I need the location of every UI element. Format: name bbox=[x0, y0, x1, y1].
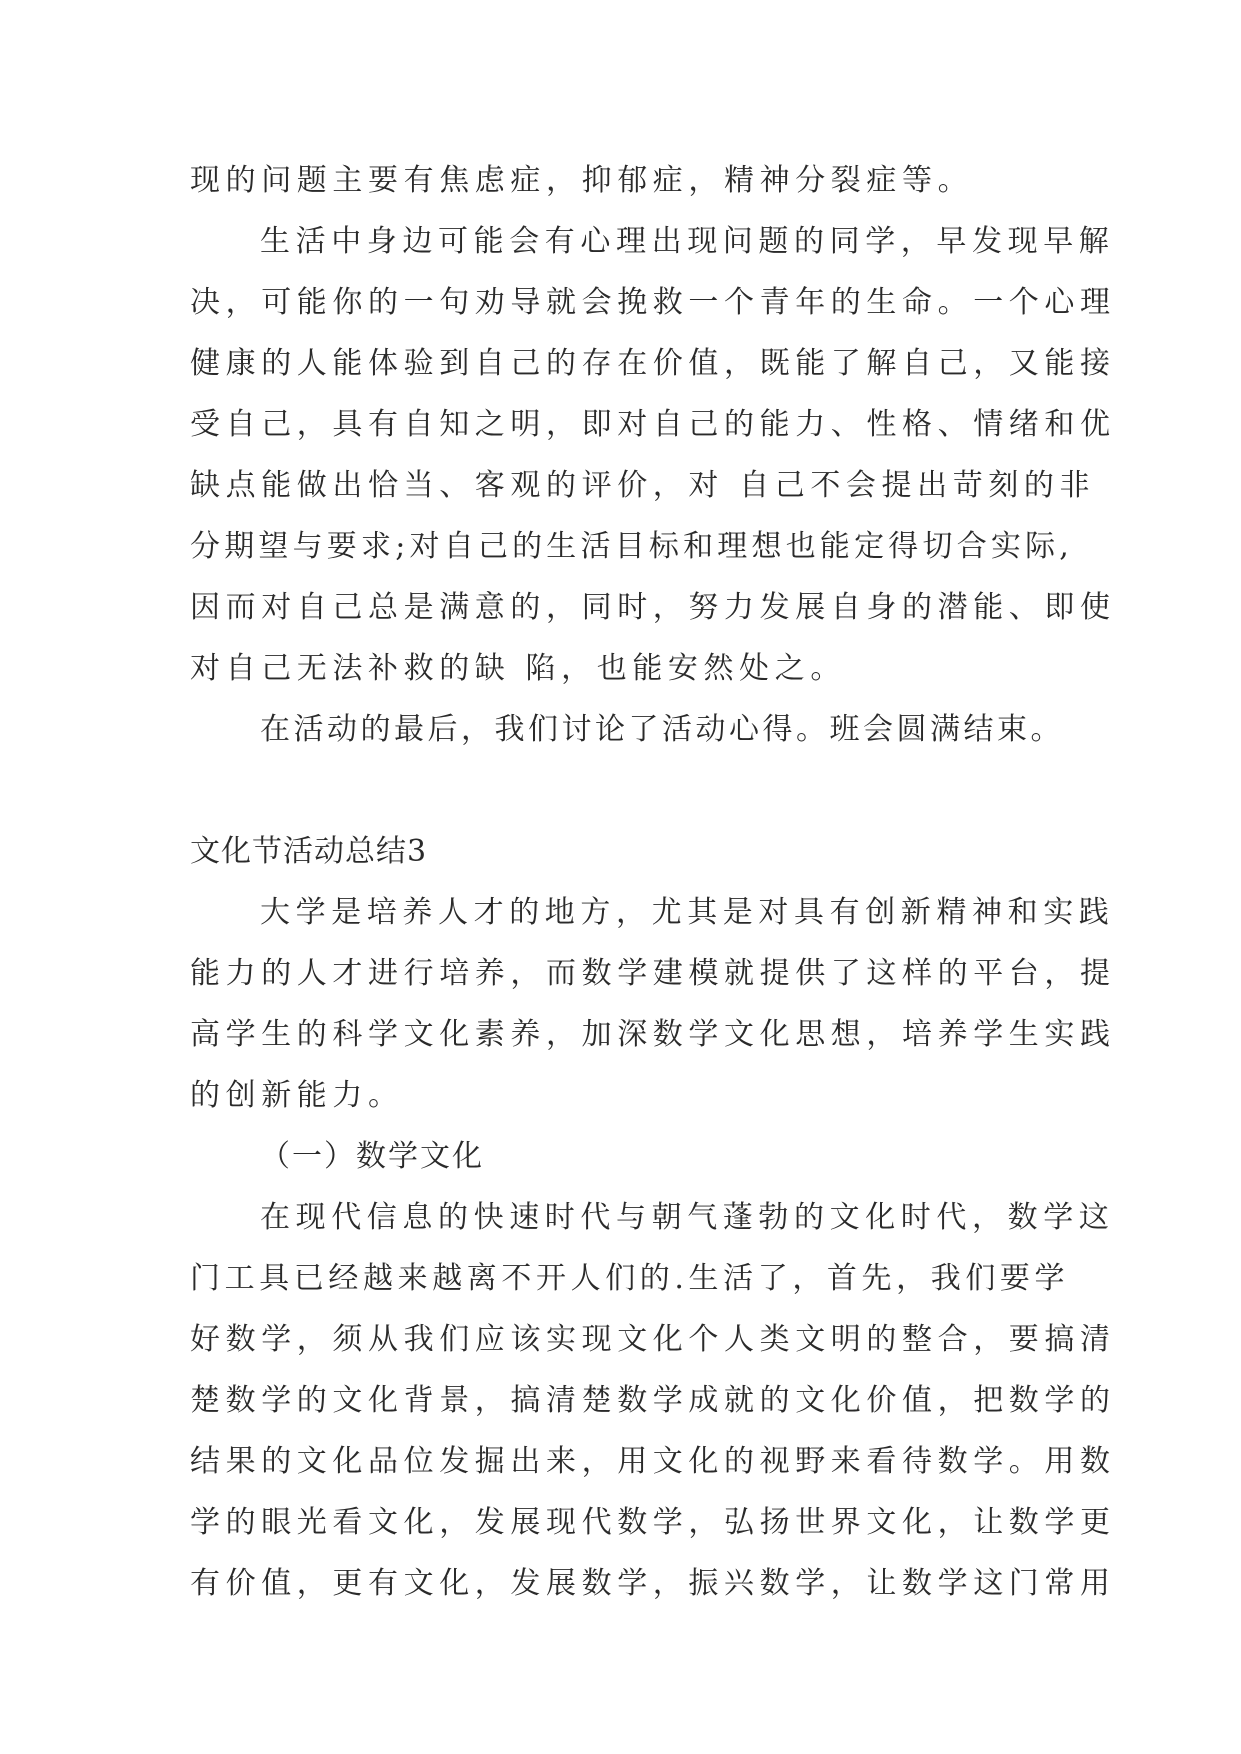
text-line: 决，可能你的一句劝导就会挽救一个青年的生命。一个心理 bbox=[190, 285, 1116, 320]
text-line: 高学生的科学文化素养，加深数学文化思想，培养学生实践 bbox=[190, 1017, 1116, 1052]
paragraph-start-line: 在现代信息的快速时代与朝气蓬勃的文化时代，数学这 bbox=[260, 1200, 1115, 1235]
text-line: 健康的人能体验到自己的存在价值，既能了解自己，又能接 bbox=[190, 346, 1116, 381]
paragraph-start-line: 大学是培养人才的地方，尤其是对具有创新精神和实践 bbox=[260, 895, 1115, 930]
blank-line bbox=[190, 760, 1090, 821]
text-line: 能力的人才进行培养，而数学建模就提供了这样的平台，提 bbox=[190, 956, 1116, 991]
text-line: 好数学，须从我们应该实现文化个人类文明的整合，要搞清 bbox=[190, 1322, 1116, 1357]
text-line: 结果的文化品位发掘出来，用文化的视野来看待数学。用数 bbox=[190, 1444, 1116, 1479]
paragraph-start-line: 在活动的最后，我们讨论了活动心得。班会圆满结束。 bbox=[260, 712, 1064, 747]
text-line: 学的眼光看文化，发展现代数学，弘扬世界文化，让数学更 bbox=[190, 1505, 1116, 1540]
text-line: 门工具已经越来越离不开人们的.生活了，首先，我们要学 bbox=[190, 1261, 1070, 1296]
text-line: 受自己，具有自知之明，即对自己的能力、性格、情绪和优 bbox=[190, 407, 1116, 442]
paragraph-start-line: 生活中身边可能会有心理出现问题的同学，早发现早解 bbox=[260, 224, 1115, 259]
text-line: 因而对自己总是满意的，同时，努力发展自身的潜能、即使 bbox=[190, 590, 1116, 625]
text-line: 楚数学的文化背景，搞清楚数学成就的文化价值，把数学的 bbox=[190, 1383, 1116, 1418]
text-line: 现的问题主要有焦虑症，抑郁症，精神分裂症等。 bbox=[190, 163, 974, 198]
subsection-heading: （一）数学文化 bbox=[260, 1139, 484, 1174]
text-line: 对自己无法补救的缺 陷，也能安然处之。 bbox=[190, 651, 846, 686]
text-line: 有价值，更有文化，发展数学，振兴数学，让数学这门常用 bbox=[190, 1566, 1116, 1601]
section-heading: 文化节活动总结3 bbox=[190, 834, 428, 869]
document-body bbox=[190, 150, 1116, 1614]
text-line: 的创新能力。 bbox=[190, 1078, 404, 1113]
text-line: 分期望与要求;对自己的生活目标和理想也能定得切合实际, bbox=[190, 529, 1074, 564]
text-line: 缺点能做出恰当、客观的评价，对 自己不会提出苛刻的非 bbox=[190, 468, 1096, 503]
